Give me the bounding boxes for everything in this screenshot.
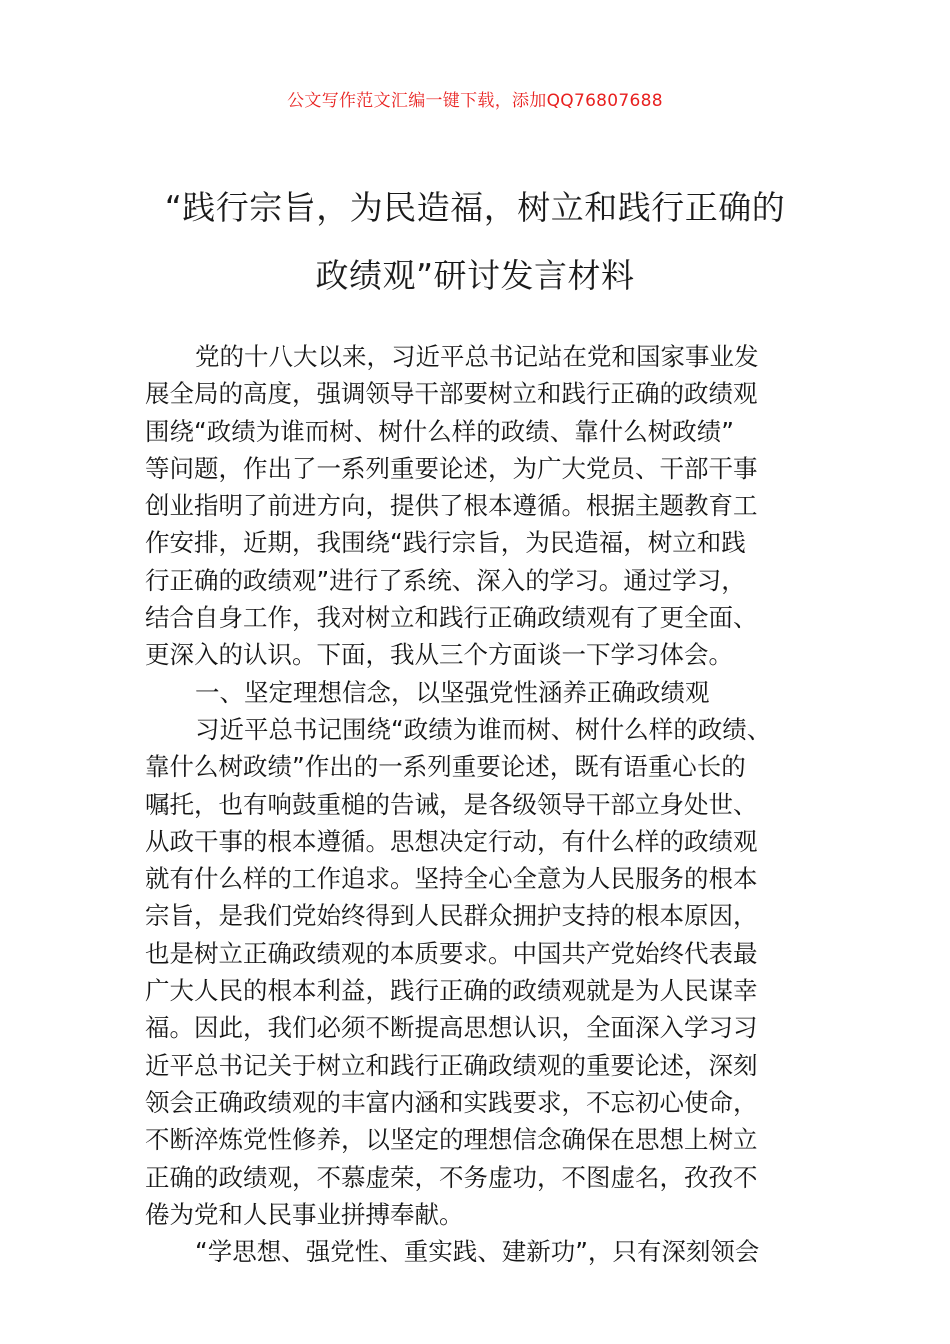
paragraph-line: 展全局的高度，强调领导干部要树立和践行正确的政绩观 [145,379,758,409]
paragraph-line: 从政干事的根本遵循。思想决定行动，有什么样的政绩观 [145,826,758,856]
paragraph-line: 创业指明了前进方向，提供了根本遵循。根据主题教育工 [145,491,758,521]
paragraph-line: 倦为党和人民事业拼搏奉献。 [145,1199,464,1229]
paragraph-line: 福。因此，我们必须不断提高思想认识，全面深入学习习 [145,1013,758,1043]
paragraph-line: 广大人民的根本利益，践行正确的政绩观就是为人民谋幸 [145,976,758,1006]
paragraph-line: 嘱托，也有响鼓重槌的告诫，是各级领导干部立身处世、 [145,789,758,819]
paragraph-line: 也是树立正确政绩观的本质要求。中国共产党始终代表最 [145,938,758,968]
paragraph-line: 正确的政绩观，不慕虚荣，不务虚功，不图虚名，孜孜不 [145,1162,758,1192]
ad-banner: 公文写作范文汇编一键下载，添加QQ76807688 [287,91,663,111]
paragraph-line: 结合自身工作，我对树立和践行正确政绩观有了更全面、 [145,603,758,633]
paragraph-line: 作安排，近期，我围绕“践行宗旨，为民造福，树立和践 [145,528,746,558]
paragraph-line: 行正确的政绩观”进行了系统、深入的学习。通过学习， [145,565,746,595]
paragraph-line: 近平总书记关于树立和践行正确政绩观的重要论述，深刻 [145,1050,758,1080]
paragraph-line: 更深入的认识。下面，我从三个方面谈一下学习体会。 [145,640,733,670]
section-heading: 一、坚定理想信念，以坚强党性涵养正确政绩观 [195,677,710,707]
paragraph-line: 就有什么样的工作追求。坚持全心全意为人民服务的根本 [145,864,758,894]
paragraph-line: 围绕“政绩为谁而树、树什么样的政绩、靠什么树政绩” [145,416,734,446]
paragraph-line: 习近平总书记围绕“政绩为谁而树、树什么样的政绩、 [195,714,772,744]
paragraph-line: 宗旨，是我们党始终得到人民群众拥护支持的根本原因， [145,901,758,931]
paragraph-line: 党的十八大以来，习近平总书记站在党和国家事业发 [195,342,759,371]
paragraph-line: 靠什么树政绩”作出的一系列重要论述，既有语重心长的 [145,752,746,782]
paragraph-line: “学思想、强党性、重实践、建新功”，只有深刻领会 [195,1237,760,1267]
paragraph-line: 等问题，作出了一系列重要论述，为广大党员、干部干事 [145,453,758,483]
document-title-line-1: “践行宗旨，为民造福，树立和践行正确的 [164,188,786,227]
document-body [145,338,825,1270]
paragraph-line: 不断淬炼党性修养，以坚定的理想信念确保在思想上树立 [145,1125,758,1155]
document-title-line-2: 政绩观”研讨发言材料 [315,256,635,295]
paragraph-line: 领会正确政绩观的丰富内涵和实践要求，不忘初心使命， [145,1087,758,1117]
